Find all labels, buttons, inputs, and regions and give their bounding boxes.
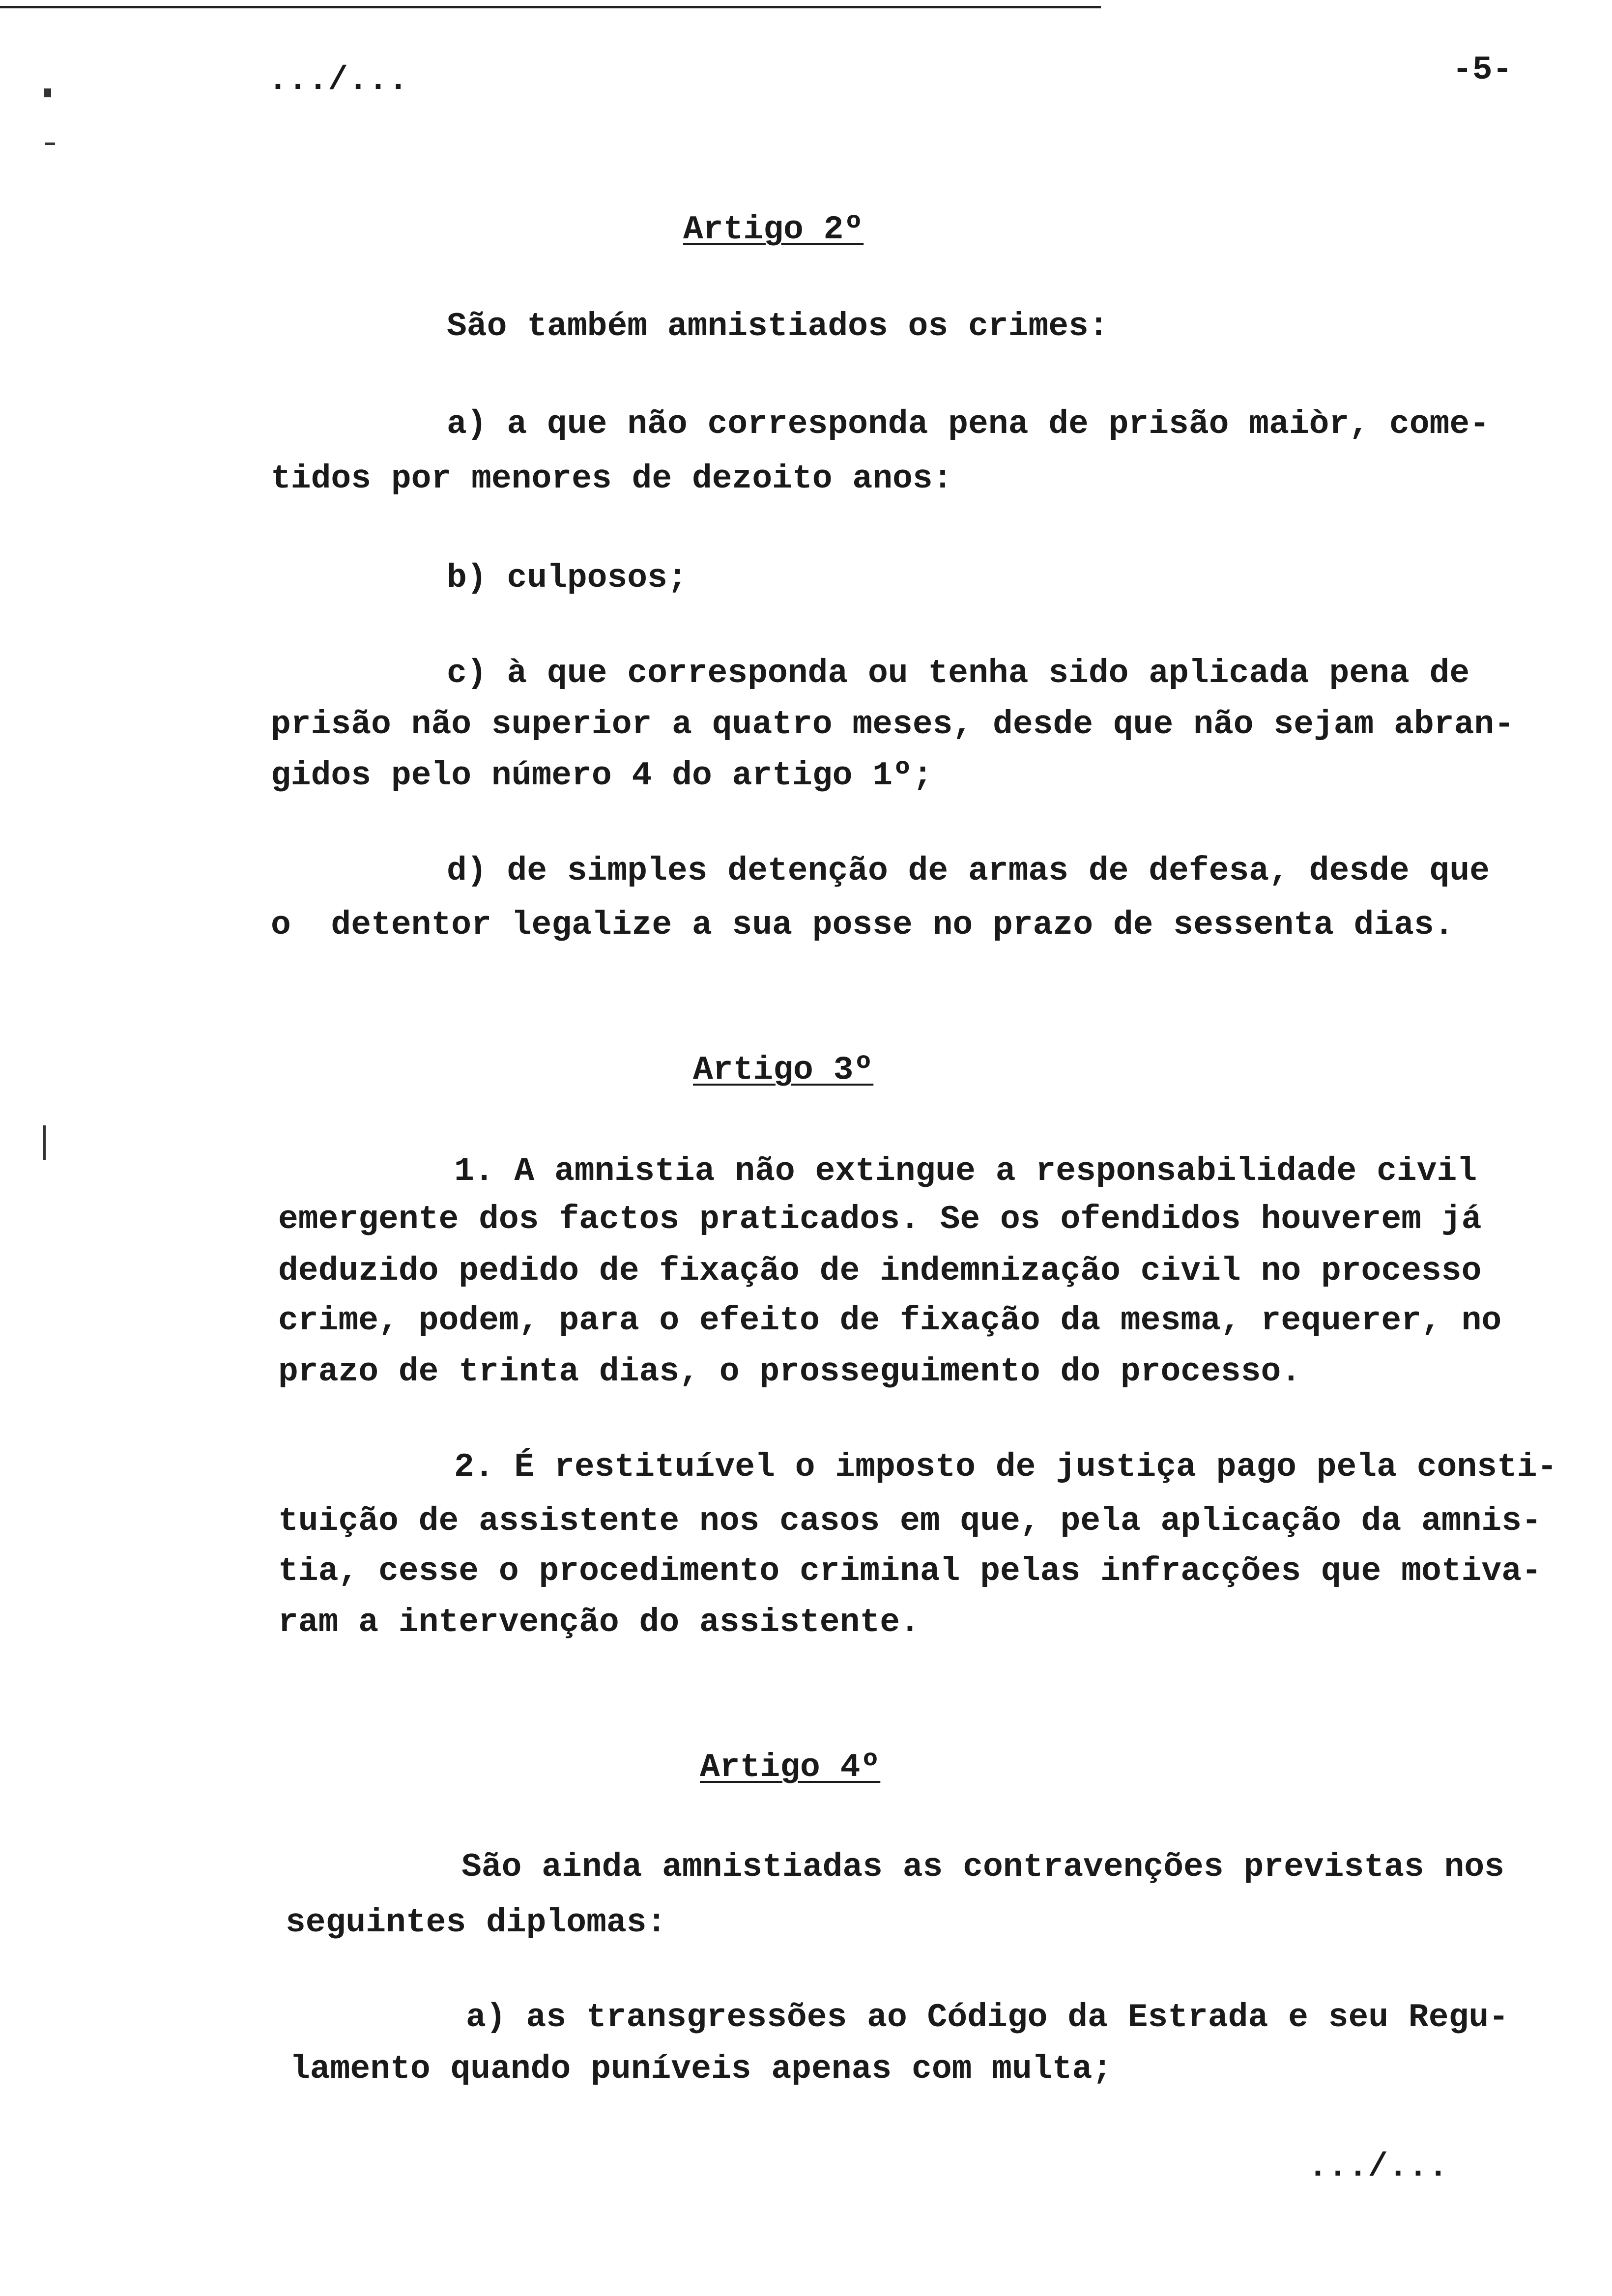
scan-mark: [45, 143, 55, 145]
artigo-4-a-line: lamento quando puníveis apenas com multa;: [290, 2050, 1113, 2088]
artigo-3-p1-line: emergente dos factos praticados. Se os ofendidos houverem já: [278, 1201, 1482, 1238]
artigo-3-p2-line: ram a intervenção do assistente.: [278, 1604, 920, 1641]
artigo-4-a-line: a) as transgressões ao Código da Estrada e seu Regu-: [466, 1999, 1509, 2037]
artigo-4-intro-line: seguintes diplomas:: [286, 1904, 667, 1942]
scan-mark: [43, 1125, 46, 1160]
artigo-2-intro: São também amnistiados os crimes:: [447, 308, 1109, 345]
artigo-2-c-line: gidos pelo número 4 do artigo 1º;: [271, 757, 933, 795]
header-continuation: .../...: [268, 61, 408, 99]
scan-top-line: [0, 6, 1101, 8]
artigo-2-d-line: d) de simples detenção de armas de defesa, desde que: [447, 852, 1490, 890]
scan-mark: [44, 88, 51, 97]
artigo-3-p1-line: 1. A amnistia não extingue a responsabilidade civil: [454, 1152, 1477, 1190]
artigo-2-c-line: c) à que corresponda ou tenha sido aplicada pena de: [447, 655, 1470, 692]
artigo-3-p2-line: tia, cesse o procedimento criminal pelas infracções que motiva-: [278, 1552, 1542, 1590]
artigo-3-p1-line: crime, podem, para o efeito de fixação da mesma, requerer, no: [278, 1302, 1502, 1340]
artigo-2-d-line: o detentor legalize a sua posse no prazo de sessenta dias.: [271, 906, 1454, 944]
page-number: -5-: [1452, 51, 1513, 89]
artigo-3-p2-line: 2. É restituível o imposto de justiça pago pela consti-: [454, 1448, 1557, 1486]
artigo-4-title: Artigo 4º: [700, 1749, 881, 1786]
artigo-2-title: Artigo 2º: [683, 211, 864, 249]
artigo-3-p1-line: prazo de trinta dias, o prosseguimento do processo.: [278, 1353, 1301, 1391]
artigo-3-p1-line: deduzido pedido de fixação de indemnização civil no processo: [278, 1252, 1482, 1290]
artigo-2-b-line: b) culposos;: [447, 559, 688, 597]
artigo-4-intro-line: São ainda amnistiadas as contravenções previstas nos: [461, 1848, 1504, 1886]
footer-continuation: .../...: [1308, 2148, 1448, 2186]
artigo-2-c-line: prisão não superior a quatro meses, desde que não sejam abran-: [271, 706, 1515, 744]
artigo-3-title: Artigo 3º: [693, 1051, 874, 1089]
artigo-2-a-line: tidos por menores de dezoito anos:: [271, 460, 953, 498]
artigo-2-a-line: a) a que não corresponda pena de prisão maiòr, come-: [447, 405, 1490, 443]
artigo-3-p2-line: tuição de assistente nos casos em que, pela aplicação da amnis-: [278, 1502, 1542, 1540]
